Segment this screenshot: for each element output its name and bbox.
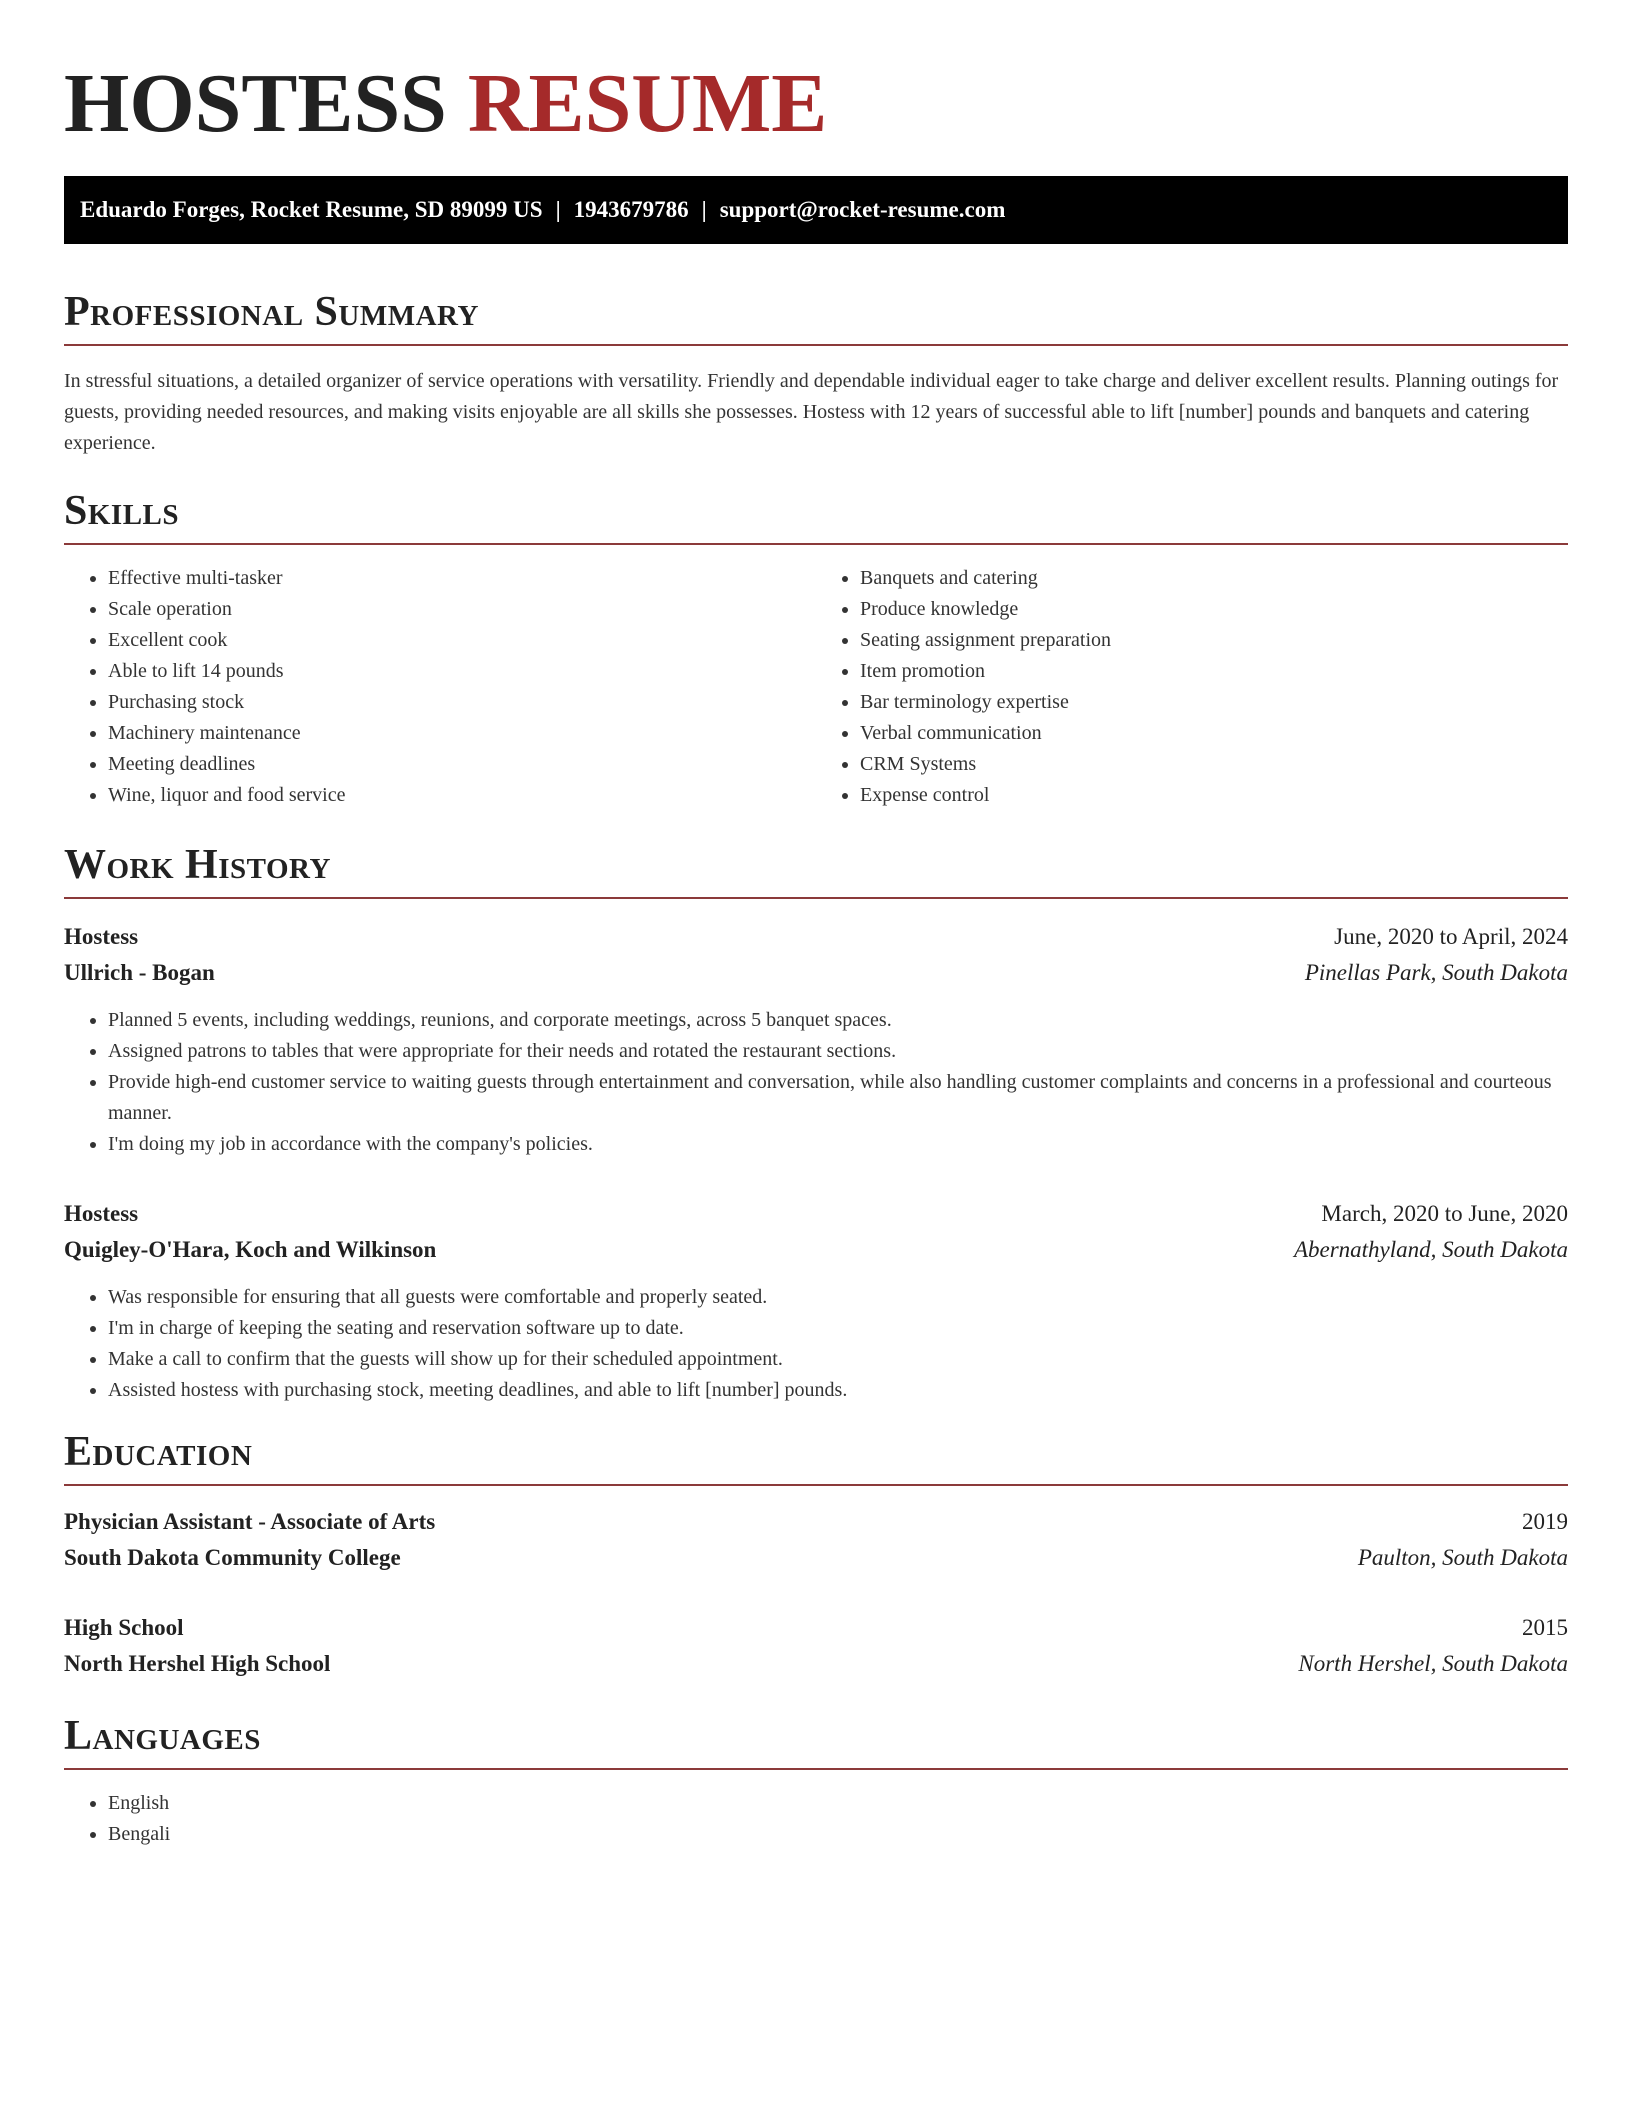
skill-item: • Purchasing stock [108,687,816,718]
language-item: • English [108,1788,1568,1819]
skill-item: • Item promotion [860,656,1568,687]
skill-item: • Able to lift 14 pounds [108,656,816,687]
skill-item: • Produce knowledge [860,594,1568,625]
job-title: Hostess [64,924,139,949]
skills-heading: Skills [64,487,1568,545]
education-heading: Education [64,1428,1568,1486]
job-bullet: • Assisted hostess with purchasing stock, meeting deadlines, and able to lift [number] pounds. [108,1375,1568,1406]
contact-email[interactable]: support@rocket-resume.com [719,197,1006,222]
summary-heading: Professional Summary [64,288,1568,346]
skill-item: • Bar terminology expertise [860,687,1568,718]
job-bullet: • Assigned patrons to tables that were appropriate for their needs and rotated the restaurant sections. [108,1036,1568,1067]
skill-item: • Seating assignment preparation [860,625,1568,656]
job-location: Pinellas Park, South Dakota [1304,960,1568,985]
job-company-row [64,1232,1568,1268]
job-bullet: • I'm in charge of keeping the seating and reservation software up to date. [108,1313,1568,1344]
title-main: HOSTESS [64,57,447,150]
job-bullet: • I'm doing my job in accordance with the company's policies. [108,1129,1568,1160]
skill-item: • Machinery maintenance [108,718,816,749]
job-company-row [64,955,1568,991]
job-dates: March, 2020 to June, 2020 [1321,1201,1568,1226]
skill-item: • Expense control [860,780,1568,811]
job-entry [64,919,1568,1160]
skill-item: • CRM Systems [860,749,1568,780]
summary-text: In stressful situations, a detailed organizer of service operations with versatility. Friendly and dependable individual eager to take charge and deliver excellent results. Planning outings for guests, providing needed resources, and making visits enjoyable are all skills she possesses. Hostess with 12 years of successful able to lift [number] pounds and banquets and catering experience. [64,370,1559,454]
job-bullet: • Was responsible for ensuring that all guests were comfortable and properly seated. [108,1282,1568,1313]
skills-list [64,563,1568,811]
skill-item: • Verbal communication [860,718,1568,749]
job-bullet: • Planned 5 events, including weddings, reunions, and corporate meetings, across 5 banquet spaces. [108,1005,1568,1036]
job-bullet: • Provide high-end customer service to waiting guests through entertainment and conversation, while also handling customer complaints and concerns in a professional and courteous manner. [108,1067,1568,1129]
job-title-row [64,919,1568,955]
education-year: 2019 [1522,1509,1568,1534]
contact-bar [64,176,1568,244]
job-title-row [64,1196,1568,1232]
skill-item: • Meeting deadlines [108,749,816,780]
education-degree-row [64,1504,1568,1540]
contact-separator: | [555,197,561,222]
job-entry [64,1196,1568,1406]
work-history-heading: Work History [64,841,1568,899]
education-location: North Hershel, South Dakota [1298,1651,1568,1676]
education-school: North Hershel High School [64,1651,331,1676]
skill-item: • Excellent cook [108,625,816,656]
education-entry [64,1610,1568,1682]
skill-item: • Effective multi-tasker [108,563,816,594]
title-accent: RESUME [467,57,828,150]
education-location: Paulton, South Dakota [1357,1545,1568,1570]
languages-section [64,1788,1568,1850]
skills-right-column [816,563,1568,811]
education-entry [64,1504,1568,1576]
job-bullets [64,1282,1568,1406]
education-year: 2015 [1522,1615,1568,1640]
resume-title [64,0,1568,152]
skill-item: • Scale operation [108,594,816,625]
contact-address: Eduardo Forges, Rocket Resume, SD 89099 US [80,197,543,222]
education-school-row [64,1540,1568,1576]
job-bullets [64,1005,1568,1160]
contact-separator: | [701,197,707,222]
language-item: • Bengali [108,1819,1568,1850]
job-location: Abernathyland, South Dakota [1293,1237,1568,1262]
education-school-row [64,1646,1568,1682]
job-bullet: • Make a call to confirm that the guests will show up for their scheduled appointment. [108,1344,1568,1375]
education-degree: Physician Assistant - Associate of Arts [64,1509,436,1534]
education-degree: High School [64,1615,184,1640]
job-company: Quigley-O'Hara, Koch and Wilkinson [64,1237,437,1262]
job-dates: June, 2020 to April, 2024 [1334,924,1568,949]
skills-left-column [64,563,816,811]
job-title: Hostess [64,1201,139,1226]
education-degree-row [64,1610,1568,1646]
skill-item: • Banquets and catering [860,563,1568,594]
job-company: Ullrich - Bogan [64,960,215,985]
skill-item: • Wine, liquor and food service [108,780,816,811]
resume-page [64,0,1568,1850]
contact-phone[interactable]: 1943679786 [573,197,689,222]
languages-heading: Languages [64,1712,1568,1770]
languages-list [64,1788,1568,1850]
education-school: South Dakota Community College [64,1545,401,1570]
